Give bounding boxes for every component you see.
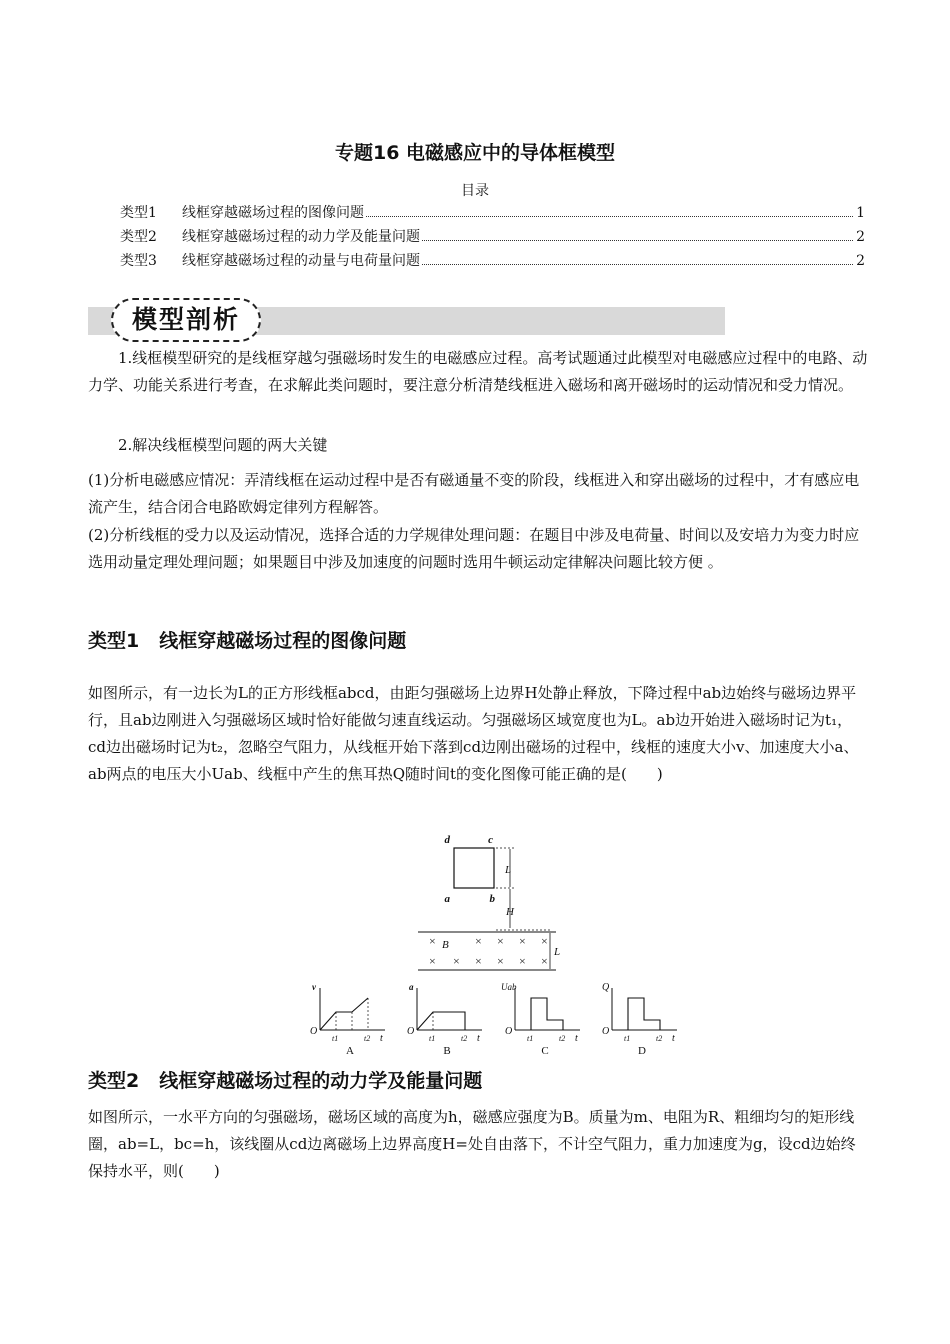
- svg-text:×: ×: [429, 934, 436, 948]
- svg-text:O: O: [602, 1026, 610, 1037]
- toc-item-page: 2: [856, 253, 865, 269]
- svg-text:×: ×: [519, 934, 526, 948]
- table-of-contents: [120, 202, 865, 274]
- analysis-paragraph-1: 1.线框模型研究的是线框穿越匀强磁场时发生的电磁感应过程。高考试题通过此模型对电磁感应过程中的电路、动力学、功能关系进行考查，在求解此类问题时，要注意分析清楚线框进入磁场和离开磁场时的运动情况和受力情况。: [88, 349, 868, 394]
- svg-text:a: a: [409, 982, 414, 992]
- svg-text:Uab: Uab: [501, 982, 517, 992]
- section-1-type: 类型1: [88, 630, 140, 652]
- section-badge: 模型剖析: [111, 298, 261, 342]
- toc-item[interactable]: [120, 250, 865, 274]
- toc-item-text: 线框穿越磁场过程的图像问题: [182, 205, 364, 221]
- svg-text:t2: t2: [656, 1034, 663, 1043]
- svg-text:t: t: [575, 1033, 578, 1044]
- svg-text:t2: t2: [559, 1034, 566, 1043]
- field-B-label: B: [442, 939, 449, 951]
- section-2-problem: 如图所示，一水平方向的匀强磁场，磁场区域的高度为h，磁感应强度为B。质量为m、电阻为R、粗细均匀的矩形线圈，ab=L，bc=h，该线圈从cd边离磁场上边界高度H=处自由落下，不计空气阻力，重力加速度为g，设cd边始终保持水平，则( ): [88, 1108, 856, 1180]
- svg-text:t2: t2: [364, 1034, 371, 1043]
- corner-a-label: a: [444, 893, 450, 905]
- svg-text:t: t: [672, 1033, 675, 1044]
- toc-heading: 目录: [461, 183, 489, 199]
- dimension-H-label: H: [506, 906, 514, 918]
- svg-text:O: O: [310, 1026, 318, 1037]
- section-1-heading: [88, 626, 426, 653]
- option-B-label: B: [443, 1045, 451, 1057]
- analysis-paragraph-2: 2.解决线框模型问题的两大关键: [118, 436, 328, 454]
- toc-item[interactable]: [120, 202, 865, 226]
- toc-leader-dots: [422, 240, 853, 241]
- toc-item-page: 1: [856, 205, 865, 221]
- toc-item-text: 线框穿越磁场过程的动力学及能量问题: [182, 229, 420, 245]
- section-1-title: 线框穿越磁场过程的图像问题: [159, 630, 407, 652]
- option-A-label: A: [346, 1045, 354, 1057]
- graph-C: [501, 982, 580, 1057]
- svg-text:t1: t1: [624, 1034, 631, 1043]
- svg-text:t1: t1: [429, 1034, 436, 1043]
- analysis-paragraph-4: (2)分析线框的受力以及运动情况，选择合适的力学规律处理问题：在题目中涉及电荷量、时间以及安培力为变力时应选用动量定理处理问题；如果题目中涉及加速度的问题时选用牛顿运动定律解决问题比较方便 。: [88, 526, 860, 571]
- option-D-label: D: [638, 1045, 646, 1057]
- svg-text:×: ×: [429, 954, 436, 968]
- section-2-type: 类型2: [88, 1070, 140, 1092]
- svg-text:t: t: [380, 1033, 383, 1044]
- svg-text:t2: t2: [461, 1034, 468, 1043]
- graph-B: [407, 982, 482, 1057]
- square-loop: [454, 848, 494, 888]
- toc-leader-dots: [366, 216, 853, 217]
- analysis-paragraph-3: (1)分析电磁感应情况：弄清线框在运动过程中是否有磁通量不变的阶段，线框进入和穿出磁场的过程中，才有感应电流产生，结合闭合电路欧姆定律列方程解答。: [88, 471, 860, 516]
- field-width-L-label: L: [554, 946, 561, 958]
- toc-item[interactable]: [120, 226, 865, 250]
- problem-figure: [300, 830, 680, 1060]
- toc-item-type: 类型3: [120, 253, 157, 269]
- svg-text:×: ×: [453, 954, 460, 968]
- svg-text:×: ×: [475, 934, 482, 948]
- svg-text:×: ×: [497, 954, 504, 968]
- svg-text:O: O: [505, 1026, 513, 1037]
- toc-item-text: 线框穿越磁场过程的动量与电荷量问题: [182, 253, 420, 269]
- toc-item-page: 2: [856, 229, 865, 245]
- svg-text:t1: t1: [527, 1034, 534, 1043]
- section-2-heading: [88, 1066, 502, 1093]
- corner-b-label: b: [489, 893, 495, 905]
- page-title: 专题16 电磁感应中的导体框模型: [334, 142, 616, 164]
- corner-c-label: c: [488, 834, 493, 846]
- section-2-title: 线框穿越磁场过程的动力学及能量问题: [159, 1070, 483, 1092]
- graph-D: [602, 982, 677, 1057]
- svg-text:v: v: [312, 982, 316, 992]
- svg-text:t1: t1: [332, 1034, 339, 1043]
- svg-text:×: ×: [541, 954, 548, 968]
- corner-d-label: d: [444, 834, 450, 846]
- svg-text:O: O: [407, 1026, 415, 1037]
- svg-text:×: ×: [541, 934, 548, 948]
- svg-text:×: ×: [475, 954, 482, 968]
- option-C-label: C: [541, 1045, 549, 1057]
- toc-item-type: 类型2: [120, 229, 157, 245]
- toc-item-type: 类型1: [120, 205, 157, 221]
- dimension-L-label: L: [505, 864, 512, 876]
- svg-text:×: ×: [519, 954, 526, 968]
- svg-text:×: ×: [497, 934, 504, 948]
- svg-text:Q: Q: [602, 982, 610, 993]
- toc-leader-dots: [422, 264, 853, 265]
- svg-text:t: t: [477, 1033, 480, 1044]
- graph-A: [310, 982, 385, 1057]
- section-1-problem: 如图所示，有一边长为L的正方形线框abcd，由距匀强磁场上边界H处静止释放，下降过程中ab边始终与磁场边界平行，且ab边刚进入匀强磁场区域时恰好能做匀速直线运动。匀强磁场区域宽度也为L。ab边开始进入磁场时记为t₁，cd边出磁场时记为t₂，忽略空气阻力，从线框开始下落到cd边刚出磁场的过程中，线框的速度大小v、加速度大小a、ab两点的电压大小Uab、线框中产生的焦耳热Q随时间t的变化图像可能正确的是( ): [88, 684, 859, 783]
